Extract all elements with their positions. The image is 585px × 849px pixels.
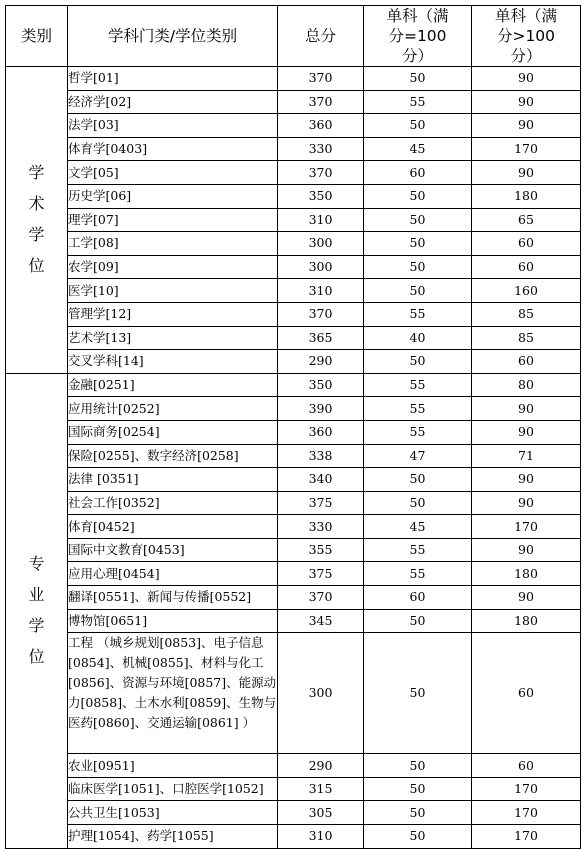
single-score-100: 50	[364, 114, 472, 138]
table-row	[6, 754, 581, 778]
header-single-100: 单科（满分=100分）	[364, 6, 472, 67]
single-score-over100: 170	[472, 515, 581, 539]
category-char: 专	[28, 554, 45, 574]
table-row	[6, 633, 581, 754]
single-score-100: 55	[364, 538, 472, 562]
table-row	[6, 420, 581, 444]
single-score-over100: 160	[472, 279, 581, 303]
total-score: 350	[278, 373, 364, 397]
single-score-over100: 170	[472, 777, 581, 801]
single-score-over100: 180	[472, 609, 581, 633]
total-score: 370	[278, 90, 364, 114]
score-table	[5, 5, 581, 849]
discipline-name: 国际商务[0254]	[68, 420, 278, 444]
table-row	[6, 586, 581, 610]
discipline-name: 体育学[0403]	[68, 137, 278, 161]
single-score-over100: 170	[472, 801, 581, 825]
total-score: 290	[278, 754, 364, 778]
header-single-over100: 单科（满分>100分）	[472, 6, 581, 67]
single-score-100: 55	[364, 302, 472, 326]
total-score: 300	[278, 232, 364, 256]
category-char: 位	[28, 256, 45, 276]
table-row	[6, 491, 581, 515]
single-score-over100: 180	[472, 562, 581, 586]
total-score: 360	[278, 420, 364, 444]
category-char: 业	[28, 585, 45, 605]
total-score: 370	[278, 67, 364, 91]
category-label	[6, 67, 68, 374]
single-score-over100: 170	[472, 825, 581, 849]
single-score-100: 45	[364, 137, 472, 161]
table-row	[6, 397, 581, 421]
table-row	[6, 825, 581, 849]
category-label	[6, 373, 68, 848]
header-row	[6, 6, 581, 67]
single-score-100: 50	[364, 208, 472, 232]
table-row	[6, 90, 581, 114]
single-score-100: 60	[364, 586, 472, 610]
total-score: 365	[278, 326, 364, 350]
table-row	[6, 114, 581, 138]
discipline-name: 艺术学[13]	[68, 326, 278, 350]
table-row	[6, 67, 581, 91]
table-row	[6, 373, 581, 397]
discipline-name: 工学[08]	[68, 232, 278, 256]
table-row	[6, 350, 581, 374]
discipline-name: 文学[05]	[68, 161, 278, 185]
category-char: 学	[28, 225, 45, 245]
single-score-100: 50	[364, 468, 472, 492]
single-score-over100: 60	[472, 255, 581, 279]
single-score-over100: 60	[472, 350, 581, 374]
discipline-name: 临床医学[1051]、口腔医学[1052]	[68, 777, 278, 801]
table-row	[6, 137, 581, 161]
single-score-100: 55	[364, 397, 472, 421]
discipline-name: 经济学[02]	[68, 90, 278, 114]
single-score-over100: 90	[472, 114, 581, 138]
total-score: 345	[278, 609, 364, 633]
total-score: 370	[278, 302, 364, 326]
total-score: 355	[278, 538, 364, 562]
total-score: 370	[278, 161, 364, 185]
single-score-100: 50	[364, 801, 472, 825]
total-score: 375	[278, 562, 364, 586]
single-score-100: 50	[364, 609, 472, 633]
single-score-over100: 180	[472, 184, 581, 208]
single-score-100: 50	[364, 777, 472, 801]
single-score-100: 60	[364, 161, 472, 185]
discipline-name: 交叉学科[14]	[68, 350, 278, 374]
category-char: 学	[28, 163, 45, 183]
single-score-100: 40	[364, 326, 472, 350]
table-row	[6, 562, 581, 586]
table-row	[6, 279, 581, 303]
category-char: 术	[28, 194, 45, 214]
single-score-100: 50	[364, 255, 472, 279]
single-score-over100: 90	[472, 538, 581, 562]
single-score-over100: 60	[472, 633, 581, 754]
discipline-name: 医学[10]	[68, 279, 278, 303]
discipline-name: 应用统计[0252]	[68, 397, 278, 421]
single-score-100: 50	[364, 350, 472, 374]
single-score-over100: 85	[472, 302, 581, 326]
single-score-over100: 65	[472, 208, 581, 232]
table-row	[6, 801, 581, 825]
single-score-100: 50	[364, 232, 472, 256]
discipline-name: 工程 （城乡规划[0853]、电子信息[0854]、机械[0855]、材料与化工[0856]、资源与环境[0857]、能源动力[0858]、土木水利[0859]、生物与医药[0860]、交通运输[0861] ）	[68, 633, 278, 754]
table-body	[6, 67, 581, 849]
table-row	[6, 777, 581, 801]
category-char: 位	[28, 647, 45, 667]
discipline-name: 护理[1054]、药学[1055]	[68, 825, 278, 849]
single-score-100: 50	[364, 67, 472, 91]
single-score-over100: 85	[472, 326, 581, 350]
single-score-over100: 90	[472, 161, 581, 185]
single-score-over100: 90	[472, 468, 581, 492]
single-score-100: 50	[364, 825, 472, 849]
total-score: 315	[278, 777, 364, 801]
table-row	[6, 468, 581, 492]
single-score-100: 45	[364, 515, 472, 539]
single-score-over100: 90	[472, 586, 581, 610]
discipline-name: 农学[09]	[68, 255, 278, 279]
single-score-over100: 60	[472, 232, 581, 256]
total-score: 310	[278, 279, 364, 303]
discipline-name: 翻译[0551]、新闻与传播[0552]	[68, 586, 278, 610]
discipline-name: 法学[03]	[68, 114, 278, 138]
single-score-over100: 90	[472, 90, 581, 114]
total-score: 330	[278, 515, 364, 539]
discipline-name: 农业[0951]	[68, 754, 278, 778]
single-score-100: 50	[364, 633, 472, 754]
total-score: 390	[278, 397, 364, 421]
discipline-name: 管理学[12]	[68, 302, 278, 326]
single-score-over100: 80	[472, 373, 581, 397]
total-score: 360	[278, 114, 364, 138]
discipline-name: 历史学[06]	[68, 184, 278, 208]
table-row	[6, 255, 581, 279]
single-score-100: 50	[364, 184, 472, 208]
single-score-over100: 90	[472, 397, 581, 421]
total-score: 340	[278, 468, 364, 492]
total-score: 330	[278, 137, 364, 161]
table-row	[6, 326, 581, 350]
discipline-name: 社会工作[0352]	[68, 491, 278, 515]
total-score: 305	[278, 801, 364, 825]
single-score-100: 50	[364, 279, 472, 303]
table-row	[6, 515, 581, 539]
single-score-over100: 71	[472, 444, 581, 468]
total-score: 350	[278, 184, 364, 208]
header-category: 类别	[6, 6, 68, 67]
table-row	[6, 444, 581, 468]
single-score-100: 47	[364, 444, 472, 468]
total-score: 310	[278, 208, 364, 232]
table-row	[6, 302, 581, 326]
discipline-name: 公共卫生[1053]	[68, 801, 278, 825]
single-score-100: 55	[364, 562, 472, 586]
table-row	[6, 232, 581, 256]
single-score-100: 50	[364, 754, 472, 778]
table-row	[6, 184, 581, 208]
total-score: 290	[278, 350, 364, 374]
discipline-name: 法律 [0351]	[68, 468, 278, 492]
discipline-name: 应用心理[0454]	[68, 562, 278, 586]
table-row	[6, 538, 581, 562]
total-score: 338	[278, 444, 364, 468]
total-score: 300	[278, 255, 364, 279]
total-score: 370	[278, 586, 364, 610]
table-row	[6, 161, 581, 185]
category-char: 学	[28, 616, 45, 636]
discipline-name: 国际中文教育[0453]	[68, 538, 278, 562]
single-score-100: 55	[364, 373, 472, 397]
discipline-name: 博物馆[0651]	[68, 609, 278, 633]
single-score-over100: 170	[472, 137, 581, 161]
header-total: 总分	[278, 6, 364, 67]
discipline-name: 理学[07]	[68, 208, 278, 232]
single-score-over100: 60	[472, 754, 581, 778]
total-score: 375	[278, 491, 364, 515]
discipline-name: 体育[0452]	[68, 515, 278, 539]
single-score-over100: 90	[472, 420, 581, 444]
single-score-over100: 90	[472, 67, 581, 91]
header-discipline: 学科门类/学位类别	[68, 6, 278, 67]
total-score: 300	[278, 633, 364, 754]
discipline-name: 保险[0255]、数字经济[0258]	[68, 444, 278, 468]
table-row	[6, 609, 581, 633]
single-score-100: 55	[364, 420, 472, 444]
single-score-100: 50	[364, 491, 472, 515]
single-score-100: 55	[364, 90, 472, 114]
table-row	[6, 208, 581, 232]
single-score-over100: 90	[472, 491, 581, 515]
discipline-name: 金融[0251]	[68, 373, 278, 397]
discipline-name: 哲学[01]	[68, 67, 278, 91]
total-score: 310	[278, 825, 364, 849]
